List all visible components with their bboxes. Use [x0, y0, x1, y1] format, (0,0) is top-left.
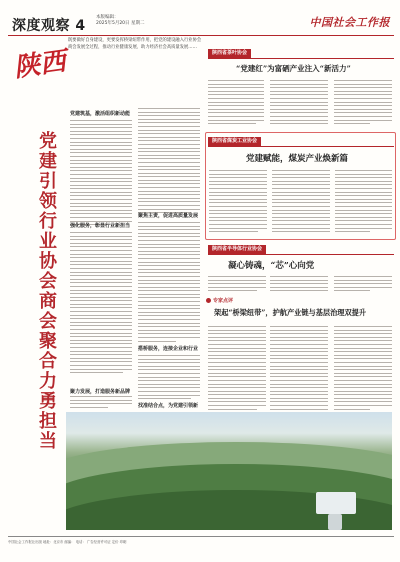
- lead-paragraph: 既要做好自身建设，更要发挥桥梁纽带作用，把党的建设融入行业协会商会发展全过程，推动行业健康发展、助力经济社会高质量发展……: [68, 38, 202, 50]
- body-text-col1: [70, 120, 132, 228]
- subhead-1: 党建筑基，激活组织新动能: [70, 111, 131, 117]
- body-text-col2: [138, 108, 200, 216]
- section-tag-3: 陕西省半导体行业协会: [208, 245, 266, 254]
- dot-icon: [206, 298, 211, 303]
- page-header: [8, 6, 394, 36]
- section1-text-b: [270, 80, 328, 127]
- section-tag-1: 陕西省茶叶协会: [208, 49, 251, 58]
- expert-text-c: [334, 326, 392, 412]
- road-segment: [328, 514, 342, 530]
- expert-text-b: [270, 326, 328, 412]
- edition-meta: [96, 15, 144, 27]
- section-rule-1: [208, 58, 394, 59]
- subhead-6: 找准结合点，为党建引领新: [138, 403, 199, 409]
- body-text-col2c: [138, 355, 200, 402]
- section2-text-b: [272, 170, 330, 235]
- page-footer: 中国社会工作报社出版 地址：北京市 邮编： 电话： 广告经营许可证 定价 印刷: [8, 536, 394, 545]
- section-tag-2: 陕西省煤炭工业协会: [208, 137, 261, 146]
- body-text-col1c: [70, 396, 132, 410]
- section-title-1: “党建红”为富硒产业注入“新活力”: [236, 64, 351, 73]
- section3-text-b: [270, 276, 328, 294]
- subhead-3: 强化服务，彰显行业新担当: [70, 223, 131, 229]
- section-title-2: 党建赋能，煤炭产业焕新篇: [246, 154, 349, 164]
- section-title: 深度观察 4: [12, 18, 86, 34]
- body-text-col2b: [138, 222, 200, 344]
- section-rule-3: [208, 254, 394, 255]
- section-title-3: 凝心铸魂，“芯”心向党: [228, 261, 315, 271]
- subhead-5: 聚力发展，打造服务新品牌: [70, 389, 131, 395]
- subhead-4: 搭桥服务，连接企业和行业: [138, 346, 199, 352]
- editor-line: 本版编辑：: [96, 15, 119, 20]
- section3-text-c: [334, 276, 392, 294]
- tunnel-portal: [316, 492, 356, 514]
- section2-text-c: [335, 170, 392, 235]
- subhead-2: 聚焦主责，促进高质量发展: [138, 213, 199, 219]
- landscape-photo: [66, 412, 392, 530]
- section-rule-2: [208, 146, 394, 147]
- date-line: 2025年5月20日 星期二: [96, 21, 145, 26]
- region-title: [12, 46, 68, 84]
- expert-tag-label: 专家点评: [213, 298, 234, 304]
- section2-text-a: [209, 170, 267, 235]
- section3-text-a: [208, 276, 266, 294]
- main-headline: 党建引领行业协会商会聚合力勇担当: [39, 131, 57, 452]
- newspaper-logo: 中国社会工作报: [309, 16, 390, 29]
- section1-text-a: [208, 80, 264, 127]
- expert-title: 架起“桥梁纽带”，护航产业链与基层治理双提升: [214, 308, 367, 317]
- body-text-col1b: [70, 232, 132, 376]
- expert-comment-tag: [206, 297, 233, 304]
- region-name: 陕西: [12, 46, 68, 84]
- section1-text-c: [334, 80, 392, 127]
- expert-text-a: [208, 326, 266, 412]
